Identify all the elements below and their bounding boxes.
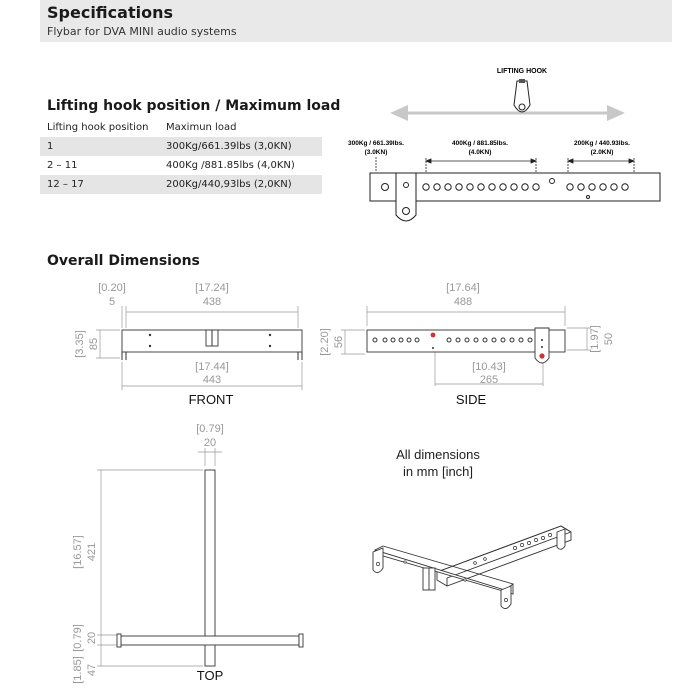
move-arrow [390, 105, 625, 121]
side-dim4-mm: 265 [479, 374, 499, 386]
flybar-outline [370, 173, 660, 221]
page-title: Specifications [47, 3, 173, 22]
front-dim4-inch: [17.44] [195, 361, 229, 373]
position-cell: 12 – 17 [40, 175, 159, 194]
position-cell: 2 – 11 [47, 160, 78, 171]
front-view-label: FRONT [188, 392, 234, 407]
note-line-1: All dimensions [396, 447, 480, 462]
dimensions-section-title: Overall Dimensions [47, 253, 200, 269]
front-dim2-inch: [17.24] [195, 282, 229, 294]
front-dim2-mm: 438 [202, 296, 222, 308]
side-dim1-mm: 488 [453, 296, 473, 308]
front-dim1-inch: [0.20] [98, 282, 126, 294]
position-cell: 1 [40, 137, 159, 156]
top-dim2-mm: 421 [86, 542, 98, 562]
note-line-2: in mm [inch] [402, 464, 474, 479]
top-dim4-inch: [1.85] [72, 656, 84, 684]
side-dim2-mm: 56 [333, 335, 345, 349]
load-cell: 300Kg/661.39lbs (3,0KN) [159, 137, 322, 156]
zone2-kn-label: (4.0KN) [468, 149, 492, 156]
front-view-drawing [70, 278, 330, 408]
zone-dimension-lines [376, 157, 634, 175]
top-dim2-inch: [16.57] [72, 535, 84, 569]
side-view-label: SIDE [455, 392, 487, 407]
page-subtitle: Flybar for DVA MINI audio systems [47, 25, 237, 38]
zone3-kn-label: (2.0KN) [590, 149, 614, 156]
top-dim3-mm: 20 [86, 631, 98, 645]
front-dim3-inch: [3.35] [74, 330, 86, 358]
side-dim3-inch: [1.97] [589, 325, 601, 353]
side-dim2-inch: [2.20] [319, 328, 331, 356]
zone1-load-label: 300Kg / 661.39lbs. [347, 140, 405, 147]
table-row [40, 156, 322, 175]
top-view-drawing [55, 420, 325, 700]
zone3-load-label: 200Kg / 440.93lbs. [573, 140, 631, 147]
zone2-load-label: 400Kg / 881.85lbs. [451, 140, 509, 147]
top-flybar-outline [117, 470, 303, 666]
lifting-hook-label: LIFTING HOOK [496, 68, 548, 75]
top-dim1-inch: [0.79] [196, 423, 224, 435]
table-row [40, 175, 322, 194]
dimensions-note [378, 446, 498, 480]
lifting-hook-diagram [340, 55, 670, 230]
top-dim1-mm: 20 [203, 437, 217, 449]
column-header: Lifting hook position [47, 122, 149, 133]
side-dim1-inch: [17.64] [446, 282, 480, 294]
load-cell: 200Kg/440,93lbs (2,0KN) [159, 175, 322, 194]
side-dim3-mm: 50 [603, 332, 615, 346]
top-dim3-inch: [0.79] [72, 624, 84, 652]
top-view-label: TOP [196, 668, 224, 683]
zone1-kn-label: (3.0KN) [364, 149, 388, 156]
table-row [40, 137, 322, 156]
front-dim3-mm: 85 [88, 337, 100, 351]
load-cell: 400Kg /881.85lbs (4,0KN) [166, 160, 295, 171]
column-header: Maximun load [166, 122, 237, 133]
side-view-drawing [315, 278, 635, 410]
front-flybar-outline [122, 330, 302, 360]
front-dim4-mm: 443 [202, 374, 222, 386]
side-flybar-outline [367, 328, 565, 363]
top-dim4-mm: 47 [86, 663, 98, 677]
front-dim1-mm: 5 [108, 296, 116, 308]
isometric-view-drawing [365, 520, 595, 625]
table-header-row [40, 118, 322, 137]
side-dim4-inch: [10.43] [472, 361, 506, 373]
top-dimension-lines [97, 448, 222, 666]
lifting-load-table [40, 118, 322, 194]
lifting-section-title: Lifting hook position / Maximum load [47, 98, 341, 114]
lifting-hook-icon [514, 79, 530, 112]
